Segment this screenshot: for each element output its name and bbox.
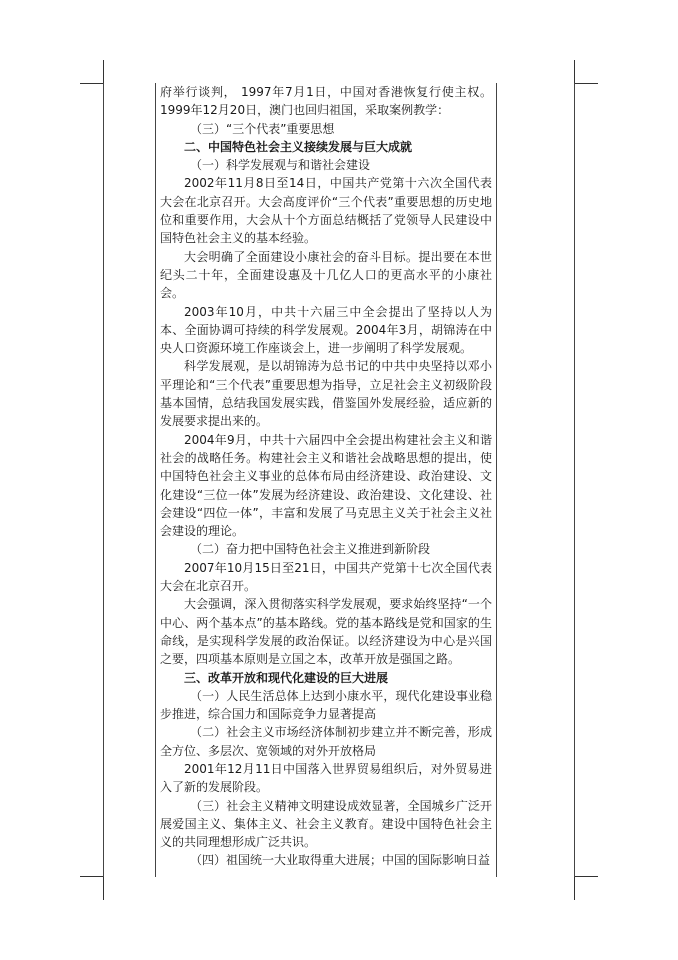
paragraph: 大会明确了全面建设小康社会的奋斗目标。提出要在本世纪头二十年，全面建设惠及十几亿人口的更高水平的小康社会。	[160, 249, 492, 301]
crop-mark-top-left-h	[80, 83, 104, 84]
paragraph: （四）祖国统一大业取得重大进展；中国的国际影响日益	[190, 853, 491, 868]
paragraph: （三）社会主义精神文明建设成效显著，全国城乡广泛开展爱国主义、集体主义、社会主义教育。建设中国特色社会主义的共同理想形成广泛共识。	[160, 798, 492, 850]
paragraph: 2004年9月，中共十六届四中全会提出构建社会主义和谐社会的战略任务。构建社会主义和谐社会战略思想的提出，使中国特色社会主义事业的总体布局由经济建设、政治建设、文化建设“三位一体”发展为经济建设、政治建设、文化建设、社会建设“四位一体”，丰富和发展了马克思主义关于社会主义社会建设的理论。	[160, 432, 492, 539]
table-border-content-left	[155, 83, 156, 877]
paragraph: （二）社会主义市场经济体制初步建立并不断完善，形成全方位、多层次、宽领域的对外开放格局	[160, 725, 492, 758]
paragraph: 2007年10月15日至21日，中国共产党第十七次全国代表大会在北京召开。	[160, 560, 492, 594]
crop-mark-bottom-right-v	[574, 876, 575, 900]
paragraph: （三）“三个代表”重要思想	[190, 121, 335, 136]
crop-mark-bottom-right-h	[574, 876, 598, 877]
paragraph: 府举行谈判， 1997年7月1日，中国对香港恢复行使主权。1999年12月20日，澳门也回归祖国，采取案例教学：	[160, 85, 492, 118]
crop-mark-top-right-v	[574, 60, 575, 84]
paragraph: 2001年12月11日中国落入世界贸易组织后，对外贸易进入了新的发展阶段。	[160, 761, 492, 795]
paragraph: （一）人民生活总体上达到小康水平，现代化建设事业稳步推进，综合国力和国际竞争力显著提高	[160, 688, 492, 722]
crop-mark-bottom-left-v	[103, 876, 104, 900]
paragraph: 科学发展观，是以胡锦涛为总书记的中共中央坚持以邓小平理论和“三个代表”重要思想为指导，立足社会主义初级阶段基本国情，总结我国发展实践，借鉴国外发展经验，适应新的发展要求提出来的。	[160, 359, 492, 429]
crop-mark-top-right-h	[574, 83, 598, 84]
paragraph: 大会强调，深入贯彻落实科学发展观，要求始终坚持“一个中心、两个基本点”的基本路线。党的基本路线是党和国家的生命线，是实现科学发展的政治保证。以经济建设为中心是兴国之要，四项基本原则是立国之本，改革开放是强国之路。	[160, 597, 492, 667]
table-border-right	[574, 83, 575, 877]
table-border-left	[103, 83, 104, 877]
paragraph: 三、改革开放和现代化建设的巨大进展	[184, 670, 389, 685]
table-border-content-right	[496, 83, 497, 877]
paragraph: 2002年11月8日至14日，中国共产党第十六次全国代表大会在北京召开。大会高度评价“三个代表”重要思想的历史地位和重要作用，大会从十个方面总结概括了党领导人民建设中国特色社会主义的基本经验。	[160, 176, 492, 246]
paragraph: （二）奋力把中国特色社会主义推进到新阶段	[190, 542, 431, 557]
paragraph: 二、中国特色社会主义接续发展与巨大成就	[184, 139, 413, 154]
lesson-content-cell	[160, 83, 492, 870]
crop-mark-top-left-v	[103, 60, 104, 84]
paragraph: 2003年10月，中共十六届三中全会提出了坚持以人为本、全面协调可持续的科学发展观。2004年3月，胡锦涛在中央人口资源环境工作座谈会上，进一步阐明了科学发展观。	[160, 304, 492, 356]
crop-mark-bottom-left-h	[80, 876, 104, 877]
paragraph: （一）科学发展观与和谐社会建设	[190, 158, 371, 173]
